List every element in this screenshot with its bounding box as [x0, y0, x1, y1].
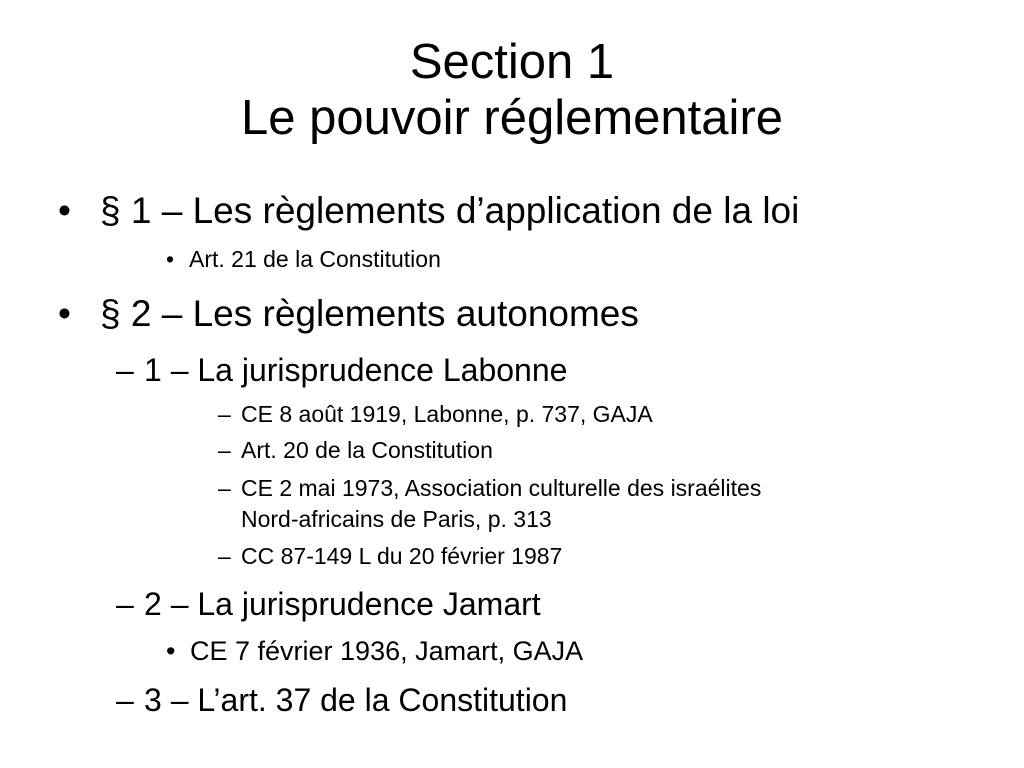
- bullet-dot-icon: •: [166, 246, 175, 272]
- dash-icon: –: [116, 682, 134, 718]
- dash-icon: –: [218, 475, 231, 501]
- bullet-text: § 1 – Les règlements d’application de la loi: [100, 190, 800, 231]
- subitem-text: 1 – La jurisprudence Labonne: [144, 352, 568, 388]
- dash-icon: –: [218, 437, 231, 463]
- bullet-dot-icon: •: [166, 636, 176, 666]
- bullet-text: CE 7 février 1936, Jamart, GAJA: [190, 636, 584, 666]
- dash-icon: –: [116, 586, 134, 622]
- bullet-dot-icon: •: [58, 190, 71, 231]
- bullet-text: Art. 21 de la Constitution: [189, 246, 441, 272]
- dash-icon: –: [116, 352, 134, 388]
- title-line-2: Le pouvoir réglementaire: [240, 91, 784, 145]
- slide-title: [0, 34, 1024, 146]
- title-line-1: Section 1: [409, 35, 615, 89]
- bullet-text: § 2 – Les règlements autonomes: [100, 293, 639, 334]
- subsubitem-text-line-1: CE 2 mai 1973, Association culturelle des israélites: [241, 475, 762, 501]
- subitem-text: 3 – L’art. 37 de la Constitution: [144, 682, 568, 718]
- subitem-text: 2 – La jurisprudence Jamart: [144, 586, 541, 622]
- dash-icon: –: [218, 543, 231, 569]
- subsubitem-text: CC 87-149 L du 20 février 1987: [241, 543, 563, 569]
- subsubitem-text: Art. 20 de la Constitution: [241, 437, 493, 463]
- dash-icon: –: [218, 401, 231, 427]
- subsubitem-text: CE 8 août 1919, Labonne, p. 737, GAJA: [241, 401, 653, 427]
- subsubitem-text-line-2: Nord-africains de Paris, p. 313: [241, 506, 552, 532]
- bullet-dot-icon: •: [58, 293, 71, 334]
